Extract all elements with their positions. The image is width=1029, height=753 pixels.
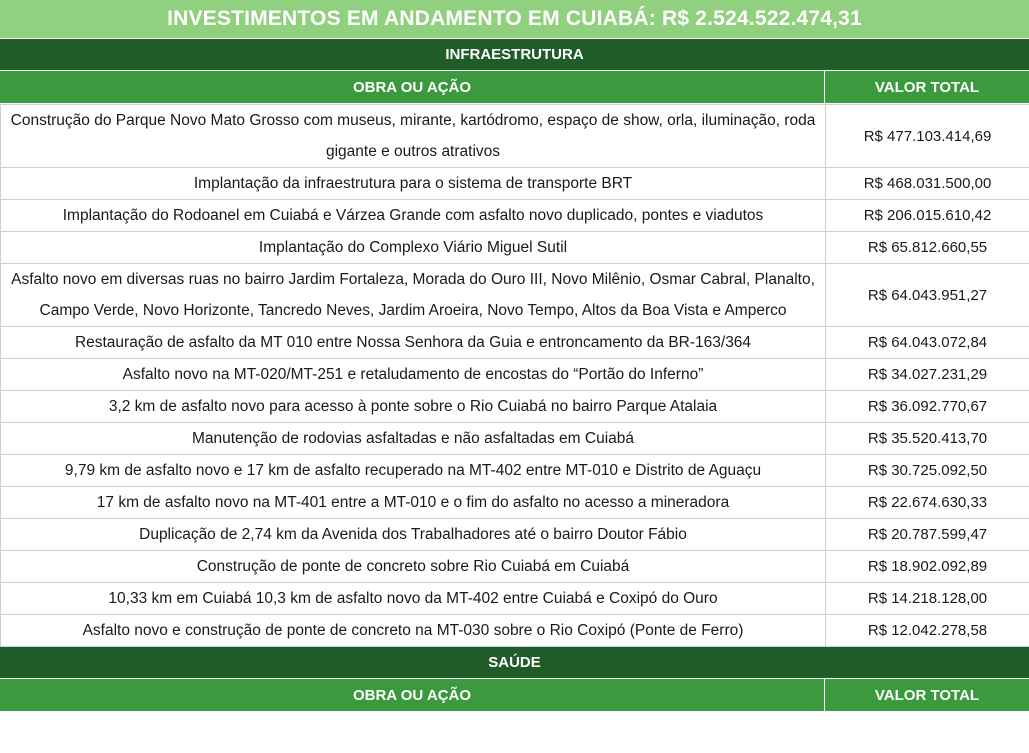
column-header-valor: VALOR TOTAL [874, 686, 980, 704]
valor-cell: R$ 64.043.072,84 [826, 327, 1029, 359]
valor-cell: R$ 65.812.660,55 [826, 232, 1029, 264]
obra-cell: Asfalto novo na MT-020/MT-251 e retaludamento de encostas do “Portão do Inferno” [1, 359, 826, 391]
valor-cell: R$ 30.725.092,50 [826, 455, 1029, 487]
table-row [1, 327, 1029, 359]
table-row [1, 615, 1029, 647]
table-row [1, 551, 1029, 583]
section-title-infraestrutura: INFRAESTRUTURA [0, 39, 1029, 71]
table-row [1, 455, 1029, 487]
table-row [1, 391, 1029, 423]
valor-cell: R$ 34.027.231,29 [826, 359, 1029, 391]
table-row [1, 583, 1029, 615]
page-title: INVESTIMENTOS EM ANDAMENTO EM CUIABÁ: R$ 2.524.522.474,31 [0, 0, 1029, 39]
infraestrutura-table [0, 104, 1029, 647]
obra-cell: Asfalto novo em diversas ruas no bairro Jardim Fortaleza, Morada do Ouro III, Novo Milênio, Osmar Cabral, Planalto, Campo Verde, Novo Horizonte, Tancredo Neves, Jardim Aroeira, Novo Tempo, Altos da Boa Vista e Amperco [1, 264, 826, 327]
table-row [1, 105, 1029, 168]
table-row [1, 264, 1029, 327]
column-header-valor: VALOR TOTAL [874, 78, 980, 96]
valor-cell: R$ 36.092.770,67 [826, 391, 1029, 423]
obra-cell: Manutenção de rodovias asfaltadas e não asfaltadas em Cuiabá [1, 423, 826, 455]
obra-cell: Duplicação de 2,74 km da Avenida dos Trabalhadores até o bairro Doutor Fábio [1, 519, 826, 551]
table-row [1, 487, 1029, 519]
obra-cell: Construção de ponte de concreto sobre Rio Cuiabá em Cuiabá [1, 551, 826, 583]
valor-cell: R$ 468.031.500,00 [826, 168, 1029, 200]
obra-cell: 9,79 km de asfalto novo e 17 km de asfalto recuperado na MT-402 entre MT-010 e Distrito de Aguaçu [1, 455, 826, 487]
obra-cell: Implantação do Complexo Viário Miguel Sutil [1, 232, 826, 264]
obra-cell: Implantação do Rodoanel em Cuiabá e Várzea Grande com asfalto novo duplicado, pontes e viadutos [1, 200, 826, 232]
column-header-obra: OBRA OU AÇÃO [0, 679, 825, 711]
valor-cell: R$ 64.043.951,27 [826, 264, 1029, 327]
section-title-saude: SAÚDE [0, 647, 1029, 679]
table-header [0, 71, 1029, 104]
valor-cell: R$ 14.218.128,00 [826, 583, 1029, 615]
obra-cell: Implantação da infraestrutura para o sistema de transporte BRT [1, 168, 826, 200]
obra-cell: 10,33 km em Cuiabá 10,3 km de asfalto novo da MT-402 entre Cuiabá e Coxipó do Ouro [1, 583, 826, 615]
column-header-obra: OBRA OU AÇÃO [0, 71, 825, 103]
table-row [1, 232, 1029, 264]
valor-cell: R$ 18.902.092,89 [826, 551, 1029, 583]
valor-cell: R$ 477.103.414,69 [826, 105, 1029, 168]
obra-cell: 3,2 km de asfalto novo para acesso à ponte sobre o Rio Cuiabá no bairro Parque Atalaia [1, 391, 826, 423]
obra-cell: 17 km de asfalto novo na MT-401 entre a MT-010 e o fim do asfalto no acesso a mineradora [1, 487, 826, 519]
valor-cell: R$ 22.674.630,33 [826, 487, 1029, 519]
table-row [1, 168, 1029, 200]
valor-cell: R$ 12.042.278,58 [826, 615, 1029, 647]
table-header [0, 679, 1029, 712]
valor-cell: R$ 35.520.413,70 [826, 423, 1029, 455]
valor-cell: R$ 206.015.610,42 [826, 200, 1029, 232]
obra-cell: Restauração de asfalto da MT 010 entre Nossa Senhora da Guia e entroncamento da BR-163/364 [1, 327, 826, 359]
table-row [1, 519, 1029, 551]
table-row [1, 200, 1029, 232]
valor-cell: R$ 20.787.599,47 [826, 519, 1029, 551]
table-row [1, 359, 1029, 391]
table-row [1, 423, 1029, 455]
obra-cell: Asfalto novo e construção de ponte de concreto na MT-030 sobre o Rio Coxipó (Ponte de Ferro) [1, 615, 826, 647]
obra-cell: Construção do Parque Novo Mato Grosso com museus, mirante, kartódromo, espaço de show, orla, iluminação, roda gigante e outros atrativos [1, 105, 826, 168]
